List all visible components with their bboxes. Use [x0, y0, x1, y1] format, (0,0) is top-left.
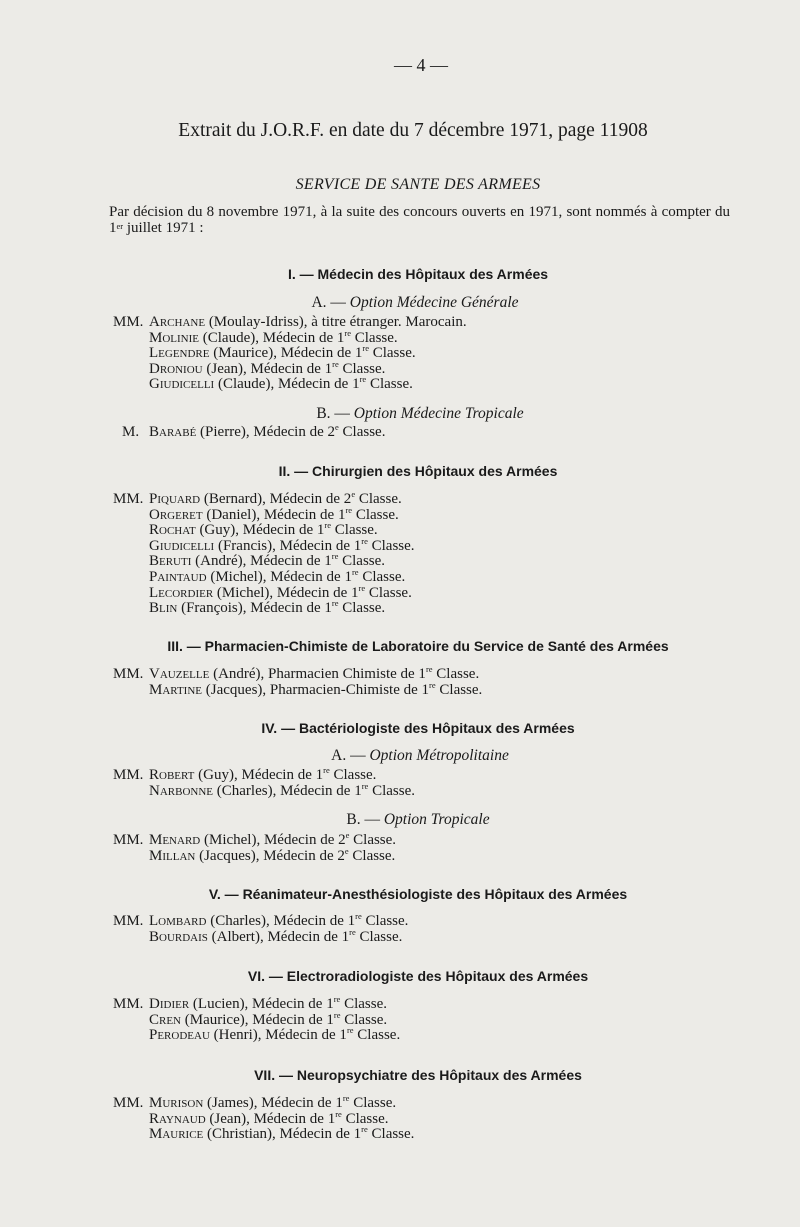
person-surname: Cren	[149, 1011, 182, 1028]
person-details: (Charles), Médecin de 1	[213, 782, 362, 799]
person-surname: Archane	[149, 314, 206, 330]
class-rank-superscript: re	[331, 551, 339, 562]
person-surname: Robert	[149, 767, 195, 783]
person-details: (Christian), Médecin de 1	[203, 1126, 362, 1143]
class-rank-superscript: re	[359, 374, 367, 385]
class-label: Classe.	[358, 569, 406, 585]
class-rank-superscript: re	[355, 911, 362, 921]
nomination-entry	[149, 535, 415, 555]
person-details: (Michel), Médecin de 1	[213, 584, 359, 601]
class-label: Classe.	[338, 360, 386, 377]
class-rank-superscript: re	[333, 1009, 341, 1020]
person-surname: Murison	[149, 1095, 204, 1111]
person-details: (André), Pharmacien Chimiste de 1	[209, 666, 426, 682]
person-surname: Raynaud	[149, 1110, 206, 1127]
class-label: Classe.	[348, 847, 396, 864]
nomination-entry	[149, 376, 413, 393]
class-rank-superscript: e	[344, 845, 349, 856]
subsection-prefix: B. —	[316, 405, 354, 422]
nomination-entry	[149, 345, 416, 362]
nomination-entry	[149, 767, 376, 784]
class-label: Classe.	[355, 491, 402, 507]
class-rank-superscript: re	[362, 343, 369, 354]
person-surname: Lombard	[149, 913, 207, 929]
class-label: Classe.	[361, 913, 409, 929]
class-label: Classe.	[355, 928, 403, 945]
person-details: (Jacques), Pharmacien-Chimiste de 1	[202, 681, 430, 698]
person-details: (Jacques), Médecin de 2	[195, 847, 345, 864]
nomination-entry	[149, 679, 483, 699]
salutation: MM.	[113, 1095, 144, 1111]
person-surname: Molinie	[149, 329, 199, 346]
nomination-entry	[149, 327, 398, 347]
class-rank-superscript: re	[351, 567, 359, 577]
class-rank-superscript: re	[333, 994, 341, 1004]
nomination-entry	[149, 424, 385, 441]
class-rank-superscript: re	[344, 327, 351, 338]
person-surname: Bourdais	[149, 928, 208, 945]
person-details: (Francis), Médecin de 1	[214, 537, 362, 554]
class-label: Classe.	[432, 666, 480, 682]
subsection-prefix: A. —	[311, 294, 350, 311]
person-details: (Henri), Médecin de 1	[209, 1027, 347, 1044]
salutation: M.	[122, 424, 140, 440]
person-surname: Giudicelli	[149, 376, 215, 393]
nomination-entry	[149, 1027, 400, 1044]
nomination-entry	[149, 1126, 414, 1143]
class-label: Classe.	[338, 600, 386, 617]
class-label: Classe.	[366, 376, 413, 393]
class-label: Classe.	[352, 506, 399, 523]
salutation: MM.	[113, 491, 144, 507]
section-heading: VII. — Neuropsychiatre des Hôpitaux des Armées	[254, 1067, 582, 1083]
person-surname: Paintaud	[149, 569, 207, 585]
person-details: (Guy), Médecin de 1	[194, 767, 324, 783]
nomination-entry	[149, 582, 412, 602]
class-label: Classe.	[340, 1011, 388, 1028]
nomination-entry	[149, 522, 378, 539]
class-label: Classe.	[331, 522, 378, 539]
class-rank-superscript: re	[324, 520, 332, 531]
class-rank-superscript: re	[429, 679, 436, 690]
nomination-entry	[149, 358, 386, 378]
person-surname: Droniou	[149, 360, 203, 377]
salutation: MM.	[113, 832, 144, 848]
person-details: (Michel), Médecin de 2	[200, 832, 346, 848]
nomination-entry	[149, 504, 399, 524]
class-rank-superscript: re	[425, 664, 433, 674]
class-label: Classe.	[341, 1110, 389, 1127]
salutation: MM.	[113, 913, 144, 929]
person-surname: Barabé	[149, 424, 197, 440]
person-surname: Menard	[149, 832, 201, 848]
class-label: Classe.	[368, 782, 415, 799]
class-label: Classe.	[329, 767, 377, 783]
class-label: Classe.	[353, 1027, 401, 1044]
page-number: — 4 —	[394, 55, 448, 75]
person-details: (Jean), Médecin de 1	[205, 1110, 336, 1127]
subsection-label: Option Médecine Tropicale	[353, 405, 524, 422]
class-rank-superscript: re	[361, 1124, 368, 1135]
person-surname: Perodeau	[149, 1027, 210, 1044]
class-rank-superscript: re	[361, 780, 369, 791]
nomination-entry	[149, 780, 415, 800]
person-surname: Rochat	[149, 522, 196, 539]
class-rank-superscript: re	[335, 1108, 342, 1119]
subsection-heading	[0, 747, 800, 765]
section-heading: IV. — Bactériologiste des Hôpitaux des Armées	[261, 720, 575, 736]
person-surname: Giudicelli	[149, 537, 215, 554]
nomination-entry	[149, 314, 467, 331]
salutation: MM.	[113, 996, 144, 1012]
person-details: (Guy), Médecin de 1	[195, 522, 325, 539]
subsection-prefix: B. —	[346, 811, 384, 828]
section-heading: V. — Réanimateur-Anesthésiologiste des Hôpitaux des Armées	[208, 886, 628, 902]
class-label: Classe.	[349, 1095, 397, 1111]
intro-text-end: juillet 1971 :	[123, 220, 204, 236]
person-details: (Jean), Médecin de 1	[202, 360, 333, 377]
person-details: (Claude), Médecin de 1	[214, 376, 360, 393]
class-label: Classe.	[350, 329, 398, 346]
section-heading: III. — Pharmacien-Chimiste de Laboratoire du Service de Santé des Armées	[167, 638, 669, 654]
class-label: Classe.	[340, 996, 387, 1012]
salutation: MM.	[113, 314, 144, 330]
person-details: (Bernard), Médecin de 2	[200, 491, 352, 507]
person-surname: Millan	[149, 847, 196, 864]
subsection-heading	[0, 294, 800, 312]
class-rank-superscript: re	[342, 1093, 350, 1103]
class-rank-superscript: re	[358, 582, 366, 593]
salutation: MM.	[113, 767, 144, 783]
nomination-entry	[149, 926, 403, 946]
nomination-entry	[149, 491, 402, 508]
person-surname: Blin	[149, 600, 178, 617]
section-heading: I. — Médecin des Hôpitaux des Armées	[287, 266, 549, 282]
class-rank-superscript: re	[331, 598, 339, 609]
subsection-label: Option Tropicale	[383, 811, 490, 828]
person-surname: Legendre	[149, 345, 210, 362]
person-surname: Vauzelle	[149, 666, 210, 682]
nomination-entry	[149, 913, 408, 930]
person-surname: Didier	[149, 996, 190, 1012]
person-details: (François), Médecin de 1	[177, 600, 332, 617]
subsection-prefix: A. —	[331, 747, 370, 764]
class-label: Classe.	[435, 681, 483, 698]
person-details: (Charles), Médecin de 1	[206, 913, 356, 929]
class-label: Classe.	[349, 832, 397, 848]
person-details: (Pierre), Médecin de 2	[196, 424, 335, 440]
salutation: MM.	[113, 666, 144, 682]
nomination-entry	[149, 996, 387, 1013]
extract-title: Extrait du J.O.R.F. en date du 7 décembre 1971, page 11908	[178, 120, 648, 141]
nomination-entry	[149, 553, 385, 570]
class-label: Classe.	[368, 345, 416, 362]
class-rank-superscript: e	[335, 422, 339, 432]
intro-superscript: er	[116, 221, 124, 231]
person-surname: Piquard	[149, 491, 201, 507]
person-details: (Moulay-Idriss), à titre étranger. Marocain.	[205, 314, 467, 330]
class-label: Classe.	[365, 584, 412, 601]
subsection-label: Option Médecine Générale	[349, 294, 519, 311]
person-details: (André), Médecin de 1	[191, 553, 332, 570]
class-label: Classe.	[367, 537, 415, 554]
class-label: Classe.	[338, 553, 386, 570]
class-label: Classe.	[338, 424, 386, 440]
person-details: (Lucien), Médecin de 1	[189, 996, 334, 1012]
person-details: (Albert), Médecin de 1	[207, 928, 350, 945]
class-rank-superscript: e	[345, 830, 350, 840]
class-rank-superscript: re	[361, 535, 368, 546]
intro-text: Par décision du 8 novembre 1971, à la suite des concours ouverts en 1971, sont nommés à compter du 1	[109, 204, 730, 236]
person-details: (Maurice), Médecin de 1	[209, 345, 363, 362]
subsection-heading	[0, 405, 800, 423]
subsection-heading	[0, 811, 800, 829]
person-surname: Narbonne	[149, 782, 214, 799]
nomination-entry	[149, 600, 385, 617]
nomination-entry	[149, 832, 396, 849]
intro-paragraph	[109, 204, 730, 236]
class-rank-superscript: re	[346, 1025, 354, 1036]
class-rank-superscript: e	[351, 489, 356, 499]
person-surname: Martine	[149, 681, 203, 698]
class-rank-superscript: re	[345, 504, 353, 515]
section-heading: II. — Chirurgien des Hôpitaux des Armées	[278, 463, 558, 479]
nomination-entry	[149, 569, 405, 586]
person-details: (Maurice), Médecin de 1	[181, 1011, 334, 1028]
class-rank-superscript: re	[332, 358, 339, 369]
person-details: (James), Médecin de 1	[203, 1095, 343, 1111]
person-details: (Daniel), Médecin de 1	[202, 506, 346, 523]
subsection-label: Option Métropolitaine	[369, 747, 509, 764]
person-surname: Beruti	[149, 553, 192, 570]
class-rank-superscript: re	[323, 765, 330, 775]
person-surname: Orgeret	[149, 506, 203, 523]
class-label: Classe.	[367, 1126, 415, 1143]
person-surname: Lecordier	[149, 584, 214, 601]
nomination-entry	[149, 1095, 396, 1112]
person-details: (Claude), Médecin de 1	[199, 329, 345, 346]
section-heading: VI. — Electroradiologiste des Hôpitaux des Armées	[247, 968, 589, 984]
nomination-entry	[149, 1108, 389, 1128]
service-title: SERVICE DE SANTE DES ARMEES	[295, 176, 541, 193]
person-surname: Maurice	[149, 1126, 204, 1143]
person-details: (Michel), Médecin de 1	[206, 569, 352, 585]
class-rank-superscript: re	[349, 926, 356, 937]
nomination-entry	[149, 845, 396, 865]
